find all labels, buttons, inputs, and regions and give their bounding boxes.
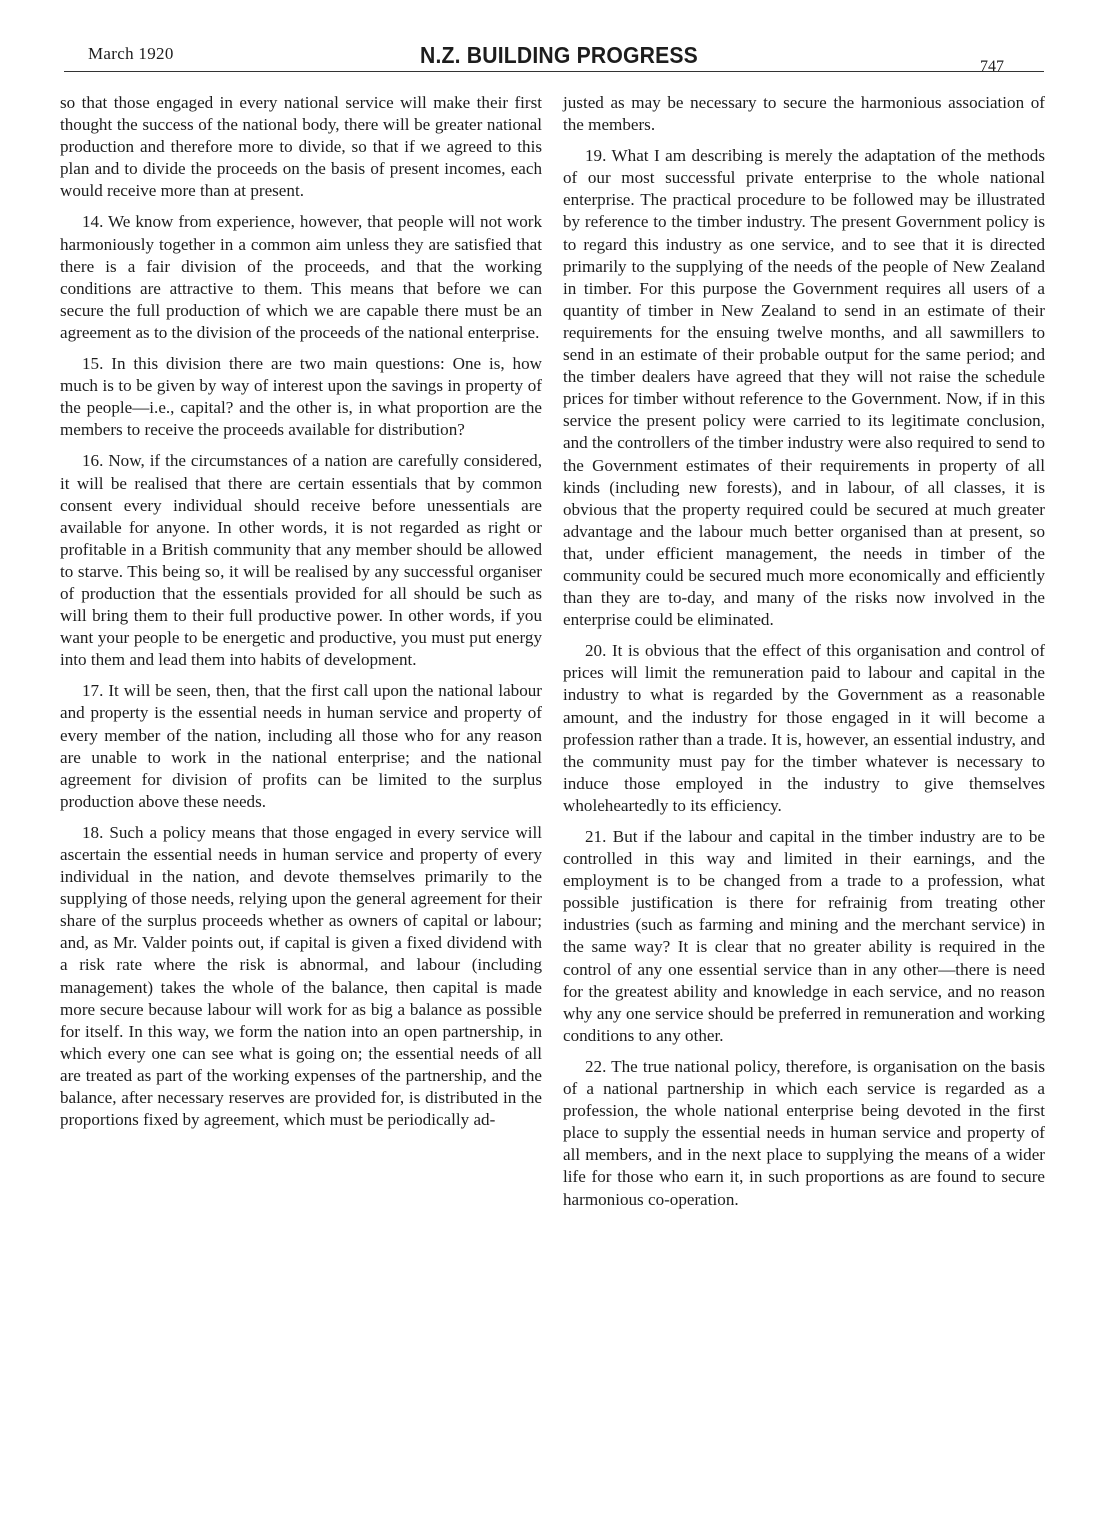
- page-number: 747: [980, 58, 1004, 75]
- journal-title: N.Z. BUILDING PROGRESS: [420, 42, 698, 68]
- paragraph-15: 15. In this division there are two main questions: One is, how much is to be given by way of interest upon the savings in property of the people—i.e., capital? and the other is, in what proportion are the members to receive the proceeds available for distribution?: [60, 354, 542, 440]
- paragraph-21: 21. But if the labour and capital in the timber industry are to be controlled in this way and limited in their earnings, and the employment is to be changed from a trade to a profession, what possible justification is there for refrainig from treating other industries (such as farming and mining and the merchant service) in the same way? It is clear that no greater ability is required in the control of any one essential service than in any other—there is need for the greatest ability and knowledge in each service, and no reason why any one service should be preferred in remuneration and working conditions to any other.: [563, 827, 1045, 1045]
- paragraph-22: 22. The true national policy, therefore, is organisation on the basis of a national partnership in which each service is regarded as a profession, the whole national enterprise being devoted in the first place to supply the essential needs in human service and property of all members, and in the next place to supplying the means of a wider life for those who earn it, in such proportions as are found to secure harmonious co-operation.: [563, 1056, 1045, 1209]
- paragraph-18: 18. Such a policy means that those engaged in every service will ascertain the essential needs in human service and property of every individual in the nation, and devote themselves primarily to the supplying of those needs, relying upon the general agreement for their share of the surplus proceeds whether as owners of capital or labour; and, as Mr. Valder points out, if capital is given a fixed dividend with a risk rate where the risk is abnormal, and labour (including management) takes the whole of the balance, then capital is made more secure because labour will work for as big a balance as possible for itself. In this way, we form the nation into an open partnership, in which every one can see what is going on; the essential needs of all are treated as part of the working expenses of the partnership, and the balance, after necessary reserves are provided for, is distributed in the proportions fixed by agreement, which must be periodically ad-: [60, 822, 542, 1130]
- paragraph-16: 16. Now, if the circumstances of a nation are carefully considered, it will be realised that there are certain essentials that by common consent every individual should receive before unessentials are available for anyone. In other words, it is not regarded as right or profitable in a British community that any member should be allowed to starve. This being so, it will be realised by any successful organiser of production that the essentials provided for all should be such as will bring them to their full productive power. In other words, if you want your people to be energetic and productive, you must put energy into them and lead them into habits of development.: [60, 451, 542, 670]
- right-column: [563, 92, 1045, 1502]
- paragraph-continued: so that those engaged in every national service will make their first thought the success of the national body, there will be greater national production and therefore more to divide, so that if we agreed to this plan and to divide the proceeds on the basis of present incomes, each would receive more than at present.: [60, 93, 542, 201]
- paragraph-20: 20. It is obvious that the effect of this organisation and control of prices will limit the remuneration paid to labour and capital in the industry to what is regarded by the Government as a reasonable amount, and the industry for those engaged in it will become a profession rather than a trade. It is, however, an essential industry, and the community must pay for the timber whatever is necessary to induce those employed in the industry to give themselves wholeheartedly to its efficiency.: [563, 641, 1045, 815]
- paragraph-18-continued: justed as may be necessary to secure the harmonious association of the members.: [563, 93, 1045, 135]
- header-rule: [64, 71, 1044, 72]
- paragraph-17: 17. It will be seen, then, that the first call upon the national labour and property is the essential needs in human service and property of every member of the nation, including all those who for any reason are unable to work in the national enterprise; and the national agreement for division of profits can be limited to the surplus production above these needs.: [60, 681, 542, 811]
- paragraph-14: 14. We know from experience, however, that people will not work harmoniously together in a common aim unless they are satisfied that there is a fair division of the proceeds, and that the working conditions are attractive to them. This means that before we can secure the full production of which we are capable there must be an agreement as to the division of the proceeds of the national enterprise.: [60, 212, 542, 342]
- left-column: [60, 92, 542, 1502]
- paragraph-19: 19. What I am describing is merely the adaptation of the methods of our most successful private enterprise to the whole national enterprise. The practical procedure to be followed may be illustrated by reference to the timber industry. The present Government policy is to regard this industry as one service, and to see that it is directed primarily to the supplying of the needs of the people of New Zealand in timber. For this purpose the Government requires all users of a quantity of timber in New Zealand to send in an estimate of their requirements for the ensuing twelve months, and all sawmillers to send in an estimate of their probable output for the same period; and the timber dealers have agreed that they will not raise the schedule prices for timber without reference to the Government. Now, if in this service the present policy were carried to its legitimate conclusion, and the controllers of the timber industry were also required to send to the Government estimates of their requirements in property of all kinds (including new forests), and in labour, of all classes, it is obvious that the property required could be secured at much greater advantage and the labour much better organised than at present, so that, under efficient management, the needs in timber of the community could be secured much more economically and efficiently than they are to-day, and many of the risks now involved in the enterprise could be eliminated.: [563, 146, 1045, 630]
- issue-date: March 1920: [88, 44, 174, 63]
- page-header: [60, 38, 1050, 88]
